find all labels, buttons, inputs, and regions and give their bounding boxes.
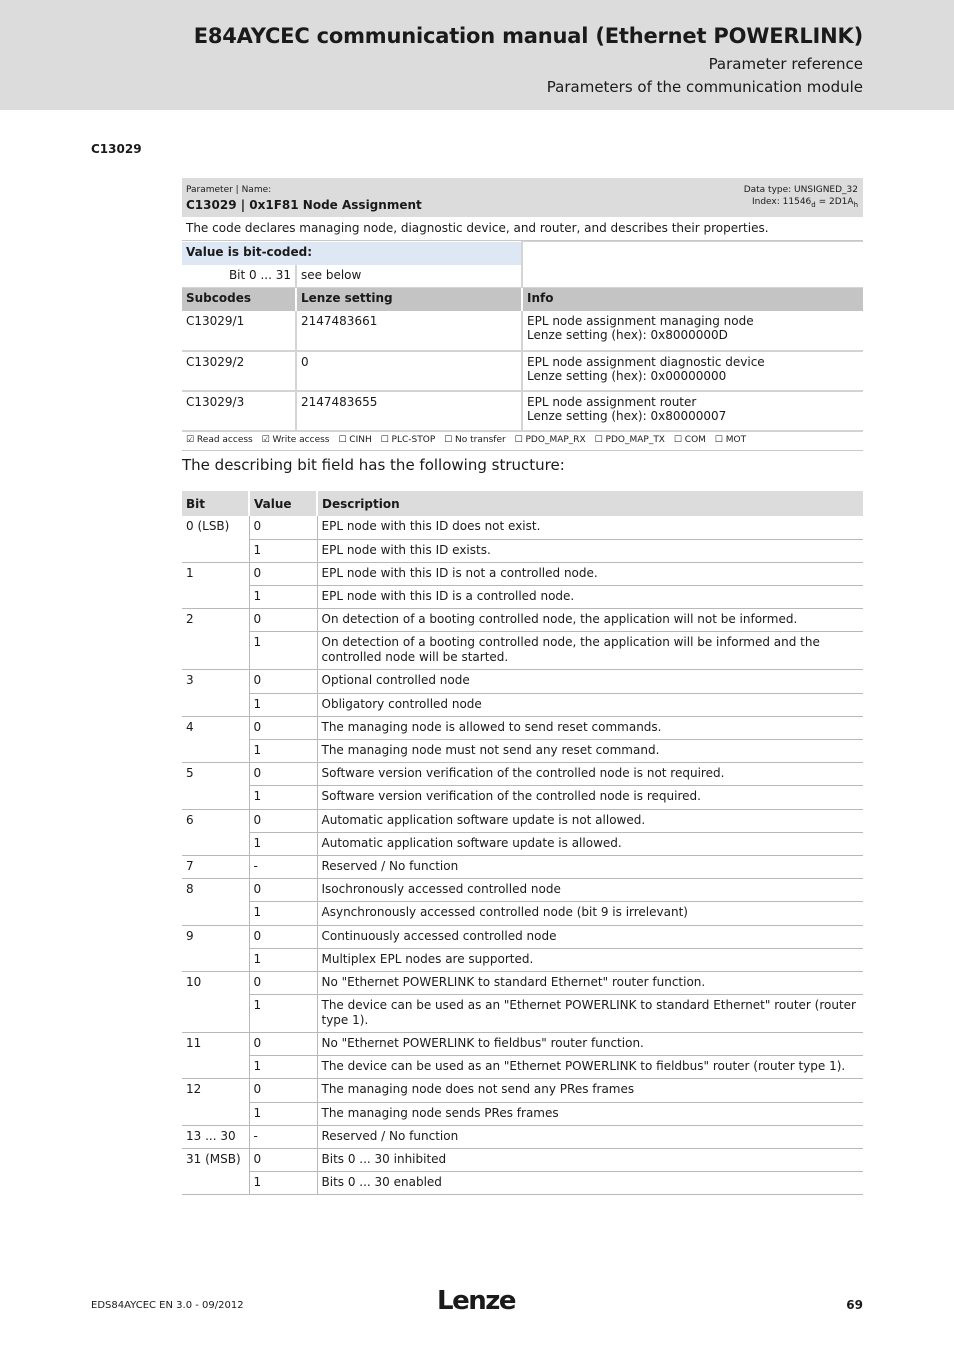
value-cell: 0 — [249, 670, 317, 693]
value-cell: 0 — [249, 562, 317, 585]
description-cell: Optional controlled node — [317, 670, 863, 693]
bitfield-row — [182, 1033, 863, 1056]
no-transfer-flag: ☐ No transfer — [444, 434, 506, 445]
bitfield-row — [182, 693, 863, 716]
bit-cell: 6 — [182, 809, 249, 855]
value-cell: 1 — [249, 902, 317, 925]
code-heading: C13029 — [91, 142, 142, 156]
value-cell: 1 — [249, 586, 317, 609]
value-cell: 1 — [249, 539, 317, 562]
subcode-row: C13029/2 0 EPL node assignment diagnostic device Lenze setting (hex): 0x00000000 — [182, 351, 863, 391]
mot-flag: ☐ MOT — [714, 434, 747, 445]
value-cell: 1 — [249, 740, 317, 763]
description-cell: EPL node with this ID does not exist. — [317, 516, 863, 539]
value-cell: 1 — [249, 786, 317, 809]
parameter-header — [182, 178, 863, 217]
bit-cell: 31 (MSB) — [182, 1149, 249, 1195]
bit-cell: 4 — [182, 716, 249, 762]
bit-range: Bit 0 ... 31 — [182, 265, 296, 288]
bitfield-table — [182, 491, 863, 1195]
description-cell: Software version verification of the controlled node is required. — [317, 786, 863, 809]
bitfield-row — [182, 632, 863, 670]
bitfield-row — [182, 1056, 863, 1079]
value-cell: - — [249, 1125, 317, 1148]
parameter-index: Index: $11546_d = 2D1A_h$ — [751, 197, 858, 209]
bitfield-row — [182, 740, 863, 763]
description-cell: Multiplex EPL nodes are supported. — [317, 948, 863, 971]
description-cell: The managing node must not send any reset command. — [317, 740, 863, 763]
description-cell: Continuously accessed controlled node — [317, 925, 863, 948]
subcode-row: C13029/3 2147483655 EPL node assignment router Lenze setting (hex): 0x80000007 — [182, 391, 863, 431]
bitfield-intro: The describing bit field has the following structure: — [182, 456, 565, 474]
pdo-map-tx-flag: ☐ PDO_MAP_TX — [594, 434, 665, 445]
bit-cell: 5 — [182, 763, 249, 809]
value-cell: 0 — [249, 879, 317, 902]
value-cell: 0 — [249, 716, 317, 739]
cinh-flag: ☐ CINH — [338, 434, 372, 445]
bitfield-row — [182, 1172, 863, 1195]
parameter-label: Parameter | Name: — [186, 185, 272, 195]
bitfield-row — [182, 586, 863, 609]
bit-cell: 13 ... 30 — [182, 1125, 249, 1148]
parameter-table — [182, 241, 863, 432]
lenze-logo: Lenze — [437, 1286, 515, 1316]
value-cell: 0 — [249, 1149, 317, 1172]
bitfield-row — [182, 609, 863, 632]
value-cell: 0 — [249, 1079, 317, 1102]
description-cell: The device can be used as an "Ethernet POWERLINK to fieldbus" router (router type 1). — [317, 1056, 863, 1079]
description-cell: EPL node with this ID is a controlled node. — [317, 586, 863, 609]
value-cell: 0 — [249, 516, 317, 539]
bitfield-row — [182, 971, 863, 994]
bitfield-row — [182, 809, 863, 832]
bit-cell: 11 — [182, 1033, 249, 1079]
access-flags — [182, 432, 863, 451]
description-cell: EPL node with this ID exists. — [317, 539, 863, 562]
bitfield-row — [182, 879, 863, 902]
parameter-description: The code declares managing node, diagnostic device, and router, and describes their properties. — [182, 217, 863, 241]
value-cell: 0 — [249, 971, 317, 994]
description-cell: On detection of a booting controlled node, the application will not be informed. — [317, 609, 863, 632]
bitfield-row — [182, 1079, 863, 1102]
bit-cell: 3 — [182, 670, 249, 716]
value-cell: 1 — [249, 1102, 317, 1125]
description-cell: Bits 0 ... 30 inhibited — [317, 1149, 863, 1172]
document-id: EDS84AYCEC EN 3.0 - 09/2012 — [91, 1300, 244, 1311]
value-cell: - — [249, 855, 317, 878]
subsection-title: Parameters of the communication module — [546, 78, 863, 96]
bitfield-row — [182, 716, 863, 739]
bitfield-row — [182, 948, 863, 971]
description-cell: EPL node with this ID is not a controlled node. — [317, 562, 863, 585]
bitfield-row — [182, 516, 863, 539]
bit-cell: 9 — [182, 925, 249, 971]
write-access-flag: ☑ Write access — [261, 434, 330, 445]
description-cell: Automatic application software update is allowed. — [317, 832, 863, 855]
description-cell: No "Ethernet POWERLINK to standard Ethernet" router function. — [317, 971, 863, 994]
description-cell: On detection of a booting controlled node, the application will be informed and the controlled node will be started. — [317, 632, 863, 670]
bitfield-row — [182, 1125, 863, 1148]
value-cell: 1 — [249, 693, 317, 716]
bitfield-row — [182, 832, 863, 855]
data-type: Data type: UNSIGNED_32 — [743, 185, 858, 195]
plc-stop-flag: ☐ PLC-STOP — [380, 434, 436, 445]
description-cell: Automatic application software update is not allowed. — [317, 809, 863, 832]
description-cell: The managing node sends PRes frames — [317, 1102, 863, 1125]
subcodes-header: Subcodes Lenze setting Info — [182, 288, 863, 311]
bitfield-row — [182, 1102, 863, 1125]
bitfield-row — [182, 855, 863, 878]
com-flag: ☐ COM — [673, 434, 706, 445]
value-cell: 1 — [249, 995, 317, 1033]
value-cell: 1 — [249, 632, 317, 670]
bit-cell: 0 (LSB) — [182, 516, 249, 562]
description-cell: Obligatory controlled node — [317, 693, 863, 716]
value-cell: 0 — [249, 609, 317, 632]
description-cell: The managing node does not send any PRes frames — [317, 1079, 863, 1102]
read-access-flag: ☑ Read access — [186, 434, 253, 445]
bitfield-row — [182, 786, 863, 809]
bit-cell: 2 — [182, 609, 249, 670]
value-cell: 1 — [249, 832, 317, 855]
value-cell: 1 — [249, 1056, 317, 1079]
bitfield-header: Bit Value Description — [182, 491, 863, 516]
manual-title: E84AYCEC communication manual (Ethernet POWERLINK) — [193, 24, 863, 48]
bitfield-row — [182, 670, 863, 693]
bitfield-row — [182, 902, 863, 925]
parameter-box — [182, 178, 863, 451]
description-cell: The device can be used as an "Ethernet POWERLINK to standard Ethernet" router (router type 1). — [317, 995, 863, 1033]
value-cell: 1 — [249, 948, 317, 971]
bitfield-row — [182, 562, 863, 585]
value-cell: 1 — [249, 1172, 317, 1195]
bitfield-row — [182, 539, 863, 562]
description-cell: Bits 0 ... 30 enabled — [317, 1172, 863, 1195]
value-cell: 0 — [249, 809, 317, 832]
description-cell: Software version verification of the controlled node is not required. — [317, 763, 863, 786]
subcode-row: C13029/1 2147483661 EPL node assignment managing node Lenze setting (hex): 0x8000000D — [182, 311, 863, 351]
bit-cell: 8 — [182, 879, 249, 925]
description-cell: Asynchronously accessed controlled node (bit 9 is irrelevant) — [317, 902, 863, 925]
bit-cell: 12 — [182, 1079, 249, 1125]
bitfield-row — [182, 925, 863, 948]
bit-range-value: see below — [296, 265, 522, 288]
value-cell: 0 — [249, 925, 317, 948]
bit-cell: 1 — [182, 562, 249, 608]
page-header — [0, 0, 954, 110]
description-cell: No "Ethernet POWERLINK to fieldbus" router function. — [317, 1033, 863, 1056]
value-cell: 0 — [249, 1033, 317, 1056]
value-cell: 0 — [249, 763, 317, 786]
bit-cell: 7 — [182, 855, 249, 878]
bitcoded-label: Value is bit-coded: — [182, 242, 522, 265]
description-cell: Reserved / No function — [317, 855, 863, 878]
pdo-map-rx-flag: ☐ PDO_MAP_RX — [514, 434, 586, 445]
bit-cell: 10 — [182, 971, 249, 1032]
bitfield-row — [182, 995, 863, 1033]
description-cell: Isochronously accessed controlled node — [317, 879, 863, 902]
bitfield-row — [182, 763, 863, 786]
bitfield-row — [182, 1149, 863, 1172]
description-cell: Reserved / No function — [317, 1125, 863, 1148]
parameter-name: C13029 | 0x1F81 Node Assignment — [186, 198, 422, 212]
page-number: 69 — [846, 1298, 863, 1312]
section-title: Parameter reference — [708, 55, 863, 73]
description-cell: The managing node is allowed to send reset commands. — [317, 716, 863, 739]
